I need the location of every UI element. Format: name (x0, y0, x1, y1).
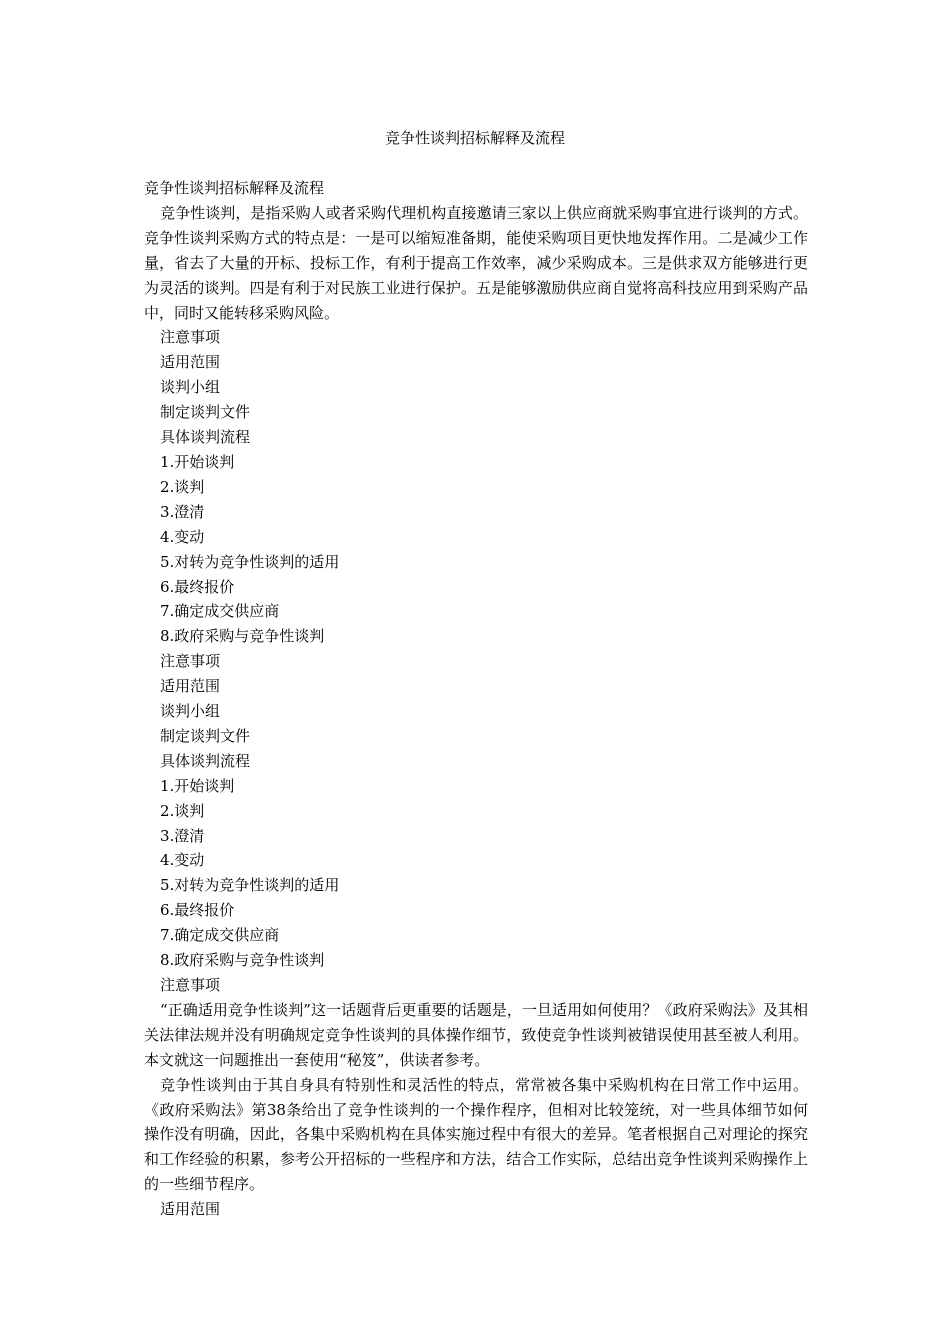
document-body (144, 176, 808, 1222)
outline-item: 谈判小组 (160, 378, 221, 397)
outline-item: 具体谈判流程 (160, 428, 251, 447)
section-heading-scope: 适用范围 (160, 1200, 221, 1219)
outline-item: 2.谈判 (160, 801, 205, 820)
document-title: 竞争性谈判招标解释及流程 (384, 129, 565, 147)
intro-paragraph: 竞争性谈判，是指采购人或者采购代理机构直接邀请三家以上供应商就采购事宜进行谈判的方式。 竞争性谈判采购方式的特点是：一是可以缩短准备期，能使采购项目更快地发挥作用。二是减少工作量，省去了大量的开标、投标工作，有利于提高工作效率，减少采购成本。三是供求双方能够进行更为灵活的谈判。四是有利于对民族工业进行保护。五是能够激励供应商自觉将高科技应用到采购产品中，同时又能转移采购风险。 (144, 203, 808, 322)
outline-item: 4.变动 (160, 527, 205, 546)
outline-item: 5.对转为竞争性谈判的适用 (160, 552, 340, 571)
outline-item: 制定谈判文件 (160, 726, 251, 745)
notes-paragraph-1: “正确适用竞争性谈判”这一话题背后更重要的话题是，一旦适用如何使用？《政府采购法》及其相关法律法规并没有明确规定竞争性谈判的具体操作细节，致使竞争性谈判被错误使用甚至被人利用。本文就这一问题推出一套使用“秘笈”，供读者参考。 (144, 1000, 808, 1069)
outline-item: 1.开始谈判 (160, 452, 235, 471)
outline-item: 7.确定成交供应商 (160, 602, 280, 621)
section-heading-notes: 注意事项 (160, 976, 221, 994)
outline-item: 具体谈判流程 (160, 751, 251, 770)
outline-item: 5.对转为竞争性谈判的适用 (160, 876, 340, 895)
outline-item: 6.最终报价 (160, 901, 235, 920)
outline-item: 3.澄清 (160, 826, 205, 845)
outline-item: 注意事项 (160, 328, 221, 347)
outline-item: 6.最终报价 (160, 577, 235, 596)
outline-item: 适用范围 (160, 677, 221, 696)
outline-item: 1.开始谈判 (160, 776, 235, 795)
outline-item: 适用范围 (160, 353, 221, 372)
outline-item: 8.政府采购与竞争性谈判 (160, 951, 325, 970)
document-subtitle: 竞争性谈判招标解释及流程 (144, 179, 325, 197)
outline-item: 7.确定成交供应商 (160, 926, 280, 945)
outline-item: 8.政府采购与竞争性谈判 (160, 627, 325, 646)
outline-item: 2.谈判 (160, 477, 205, 496)
notes-paragraph-2: 竞争性谈判由于其自身具有特别性和灵活性的特点，常常被各集中采购机构在日常工作中运用。《政府采购法》第38条给出了竞争性谈判的一个操作程序，但相对比较笼统，对一些具体细节如何操作没有明确，因此，各集中采购机构在具体实施过程中有很大的差异。笔者根据自己对理论的探究和工作经验的积累，参考公开招标的一些程序和方法，结合工作实际，总结出竞争性谈判采购操作上的一些细节程序。 (144, 1075, 808, 1194)
outline-item: 制定谈判文件 (160, 403, 251, 422)
outline-item: 4.变动 (160, 851, 205, 870)
outline-item: 注意事项 (160, 652, 221, 671)
outline-item: 谈判小组 (160, 702, 221, 721)
outline-item: 3.澄清 (160, 502, 205, 521)
